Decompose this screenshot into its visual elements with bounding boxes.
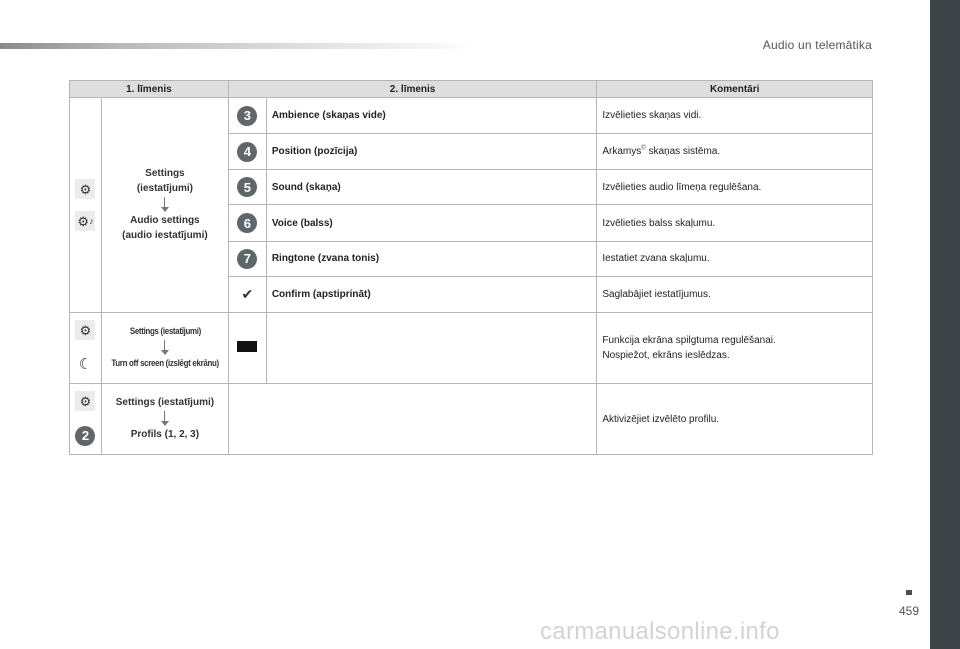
level1-top-label: Settings (iestatījumi) xyxy=(129,325,201,336)
level2-label: Sound (skaņa) xyxy=(266,170,597,205)
level2-label: Ambience (skaņas vide) xyxy=(266,98,597,134)
badge-5: 5 xyxy=(237,177,257,197)
badge-2: 2 xyxy=(75,426,95,446)
gear-music-icon: ⚙ ♪ xyxy=(75,211,95,231)
level2-label: Ringtone (zvana tonis) xyxy=(266,241,597,276)
moon-icon: ☾ xyxy=(78,356,93,374)
column-header-comments: Komentāri xyxy=(597,81,873,98)
check-icon: ✔ xyxy=(241,285,254,302)
level1-label-cell xyxy=(101,313,228,384)
comment: Arkamys© skaņas sistēma. xyxy=(597,134,873,170)
gear-icon: ⚙ xyxy=(75,320,95,340)
arrow-down-icon xyxy=(102,411,228,426)
level1-settings-lv: (iestatījumi) xyxy=(136,182,193,194)
level2-label: Voice (balss) xyxy=(266,205,597,241)
comment: Izvēlieties audio līmeņa regulēšana. xyxy=(597,170,873,205)
black-screen-icon xyxy=(237,341,257,352)
section-title: Audio un telemātika xyxy=(762,38,872,52)
level1-label-cell xyxy=(101,384,228,455)
badge-4: 4 xyxy=(237,142,257,162)
header-decorative-bar xyxy=(0,43,480,49)
column-header-level1: 1. līmenis xyxy=(70,81,229,98)
level2-label: Confirm (apstiprināt) xyxy=(266,276,597,312)
level1-audio-lv: (audio iestatījumi) xyxy=(122,229,208,241)
badge-7: 7 xyxy=(237,249,257,269)
gear-icon: ⚙ xyxy=(75,391,95,411)
level1-icon-cell xyxy=(70,313,102,384)
table-row xyxy=(70,98,873,134)
level1-bottom-label: Turn off screen (izslēgt ekrānu) xyxy=(111,358,219,368)
level1-top-label: Settings (iestatījumi) xyxy=(115,396,215,408)
comment: Izvēlieties balss skaļumu. xyxy=(597,205,873,241)
table-header-row xyxy=(70,81,873,98)
page-number: 459 xyxy=(899,604,920,618)
level2-label: Position (pozīcija) xyxy=(266,134,597,170)
level1-label-cell xyxy=(101,98,228,313)
level1-bottom-label: Profils (1, 2, 3) xyxy=(130,429,200,440)
badge-3: 3 xyxy=(237,106,257,126)
level1-settings-label: Settings xyxy=(145,168,185,179)
comment: Saglabājiet iestatījumus. xyxy=(597,276,873,312)
badge-6: 6 xyxy=(237,213,257,233)
gear-icon: ⚙ xyxy=(75,179,95,199)
comment: Funkcija ekrāna spilgtuma regulēšanai. Nospiežot, ekrāns ieslēdzas. xyxy=(597,313,873,384)
right-side-strip xyxy=(930,0,960,649)
arrow-down-icon xyxy=(102,197,228,212)
column-header-level2: 2. līmenis xyxy=(228,81,597,98)
table-row xyxy=(70,313,873,384)
comment: Izvēlieties skaņas vidi. xyxy=(597,98,873,134)
comment: Iestatiet zvana skaļumu. xyxy=(597,241,873,276)
watermark: carmanualsonline.info xyxy=(540,618,780,645)
settings-table xyxy=(69,80,873,455)
page-marker xyxy=(906,590,912,595)
level1-audio-label: Audio settings xyxy=(130,215,200,226)
comment: Aktivizējiet izvēlēto profilu. xyxy=(597,384,873,455)
table-row xyxy=(70,384,873,455)
level1-icon-cell xyxy=(70,98,102,313)
arrow-down-icon xyxy=(102,340,228,355)
level1-icon-cell xyxy=(70,384,102,455)
